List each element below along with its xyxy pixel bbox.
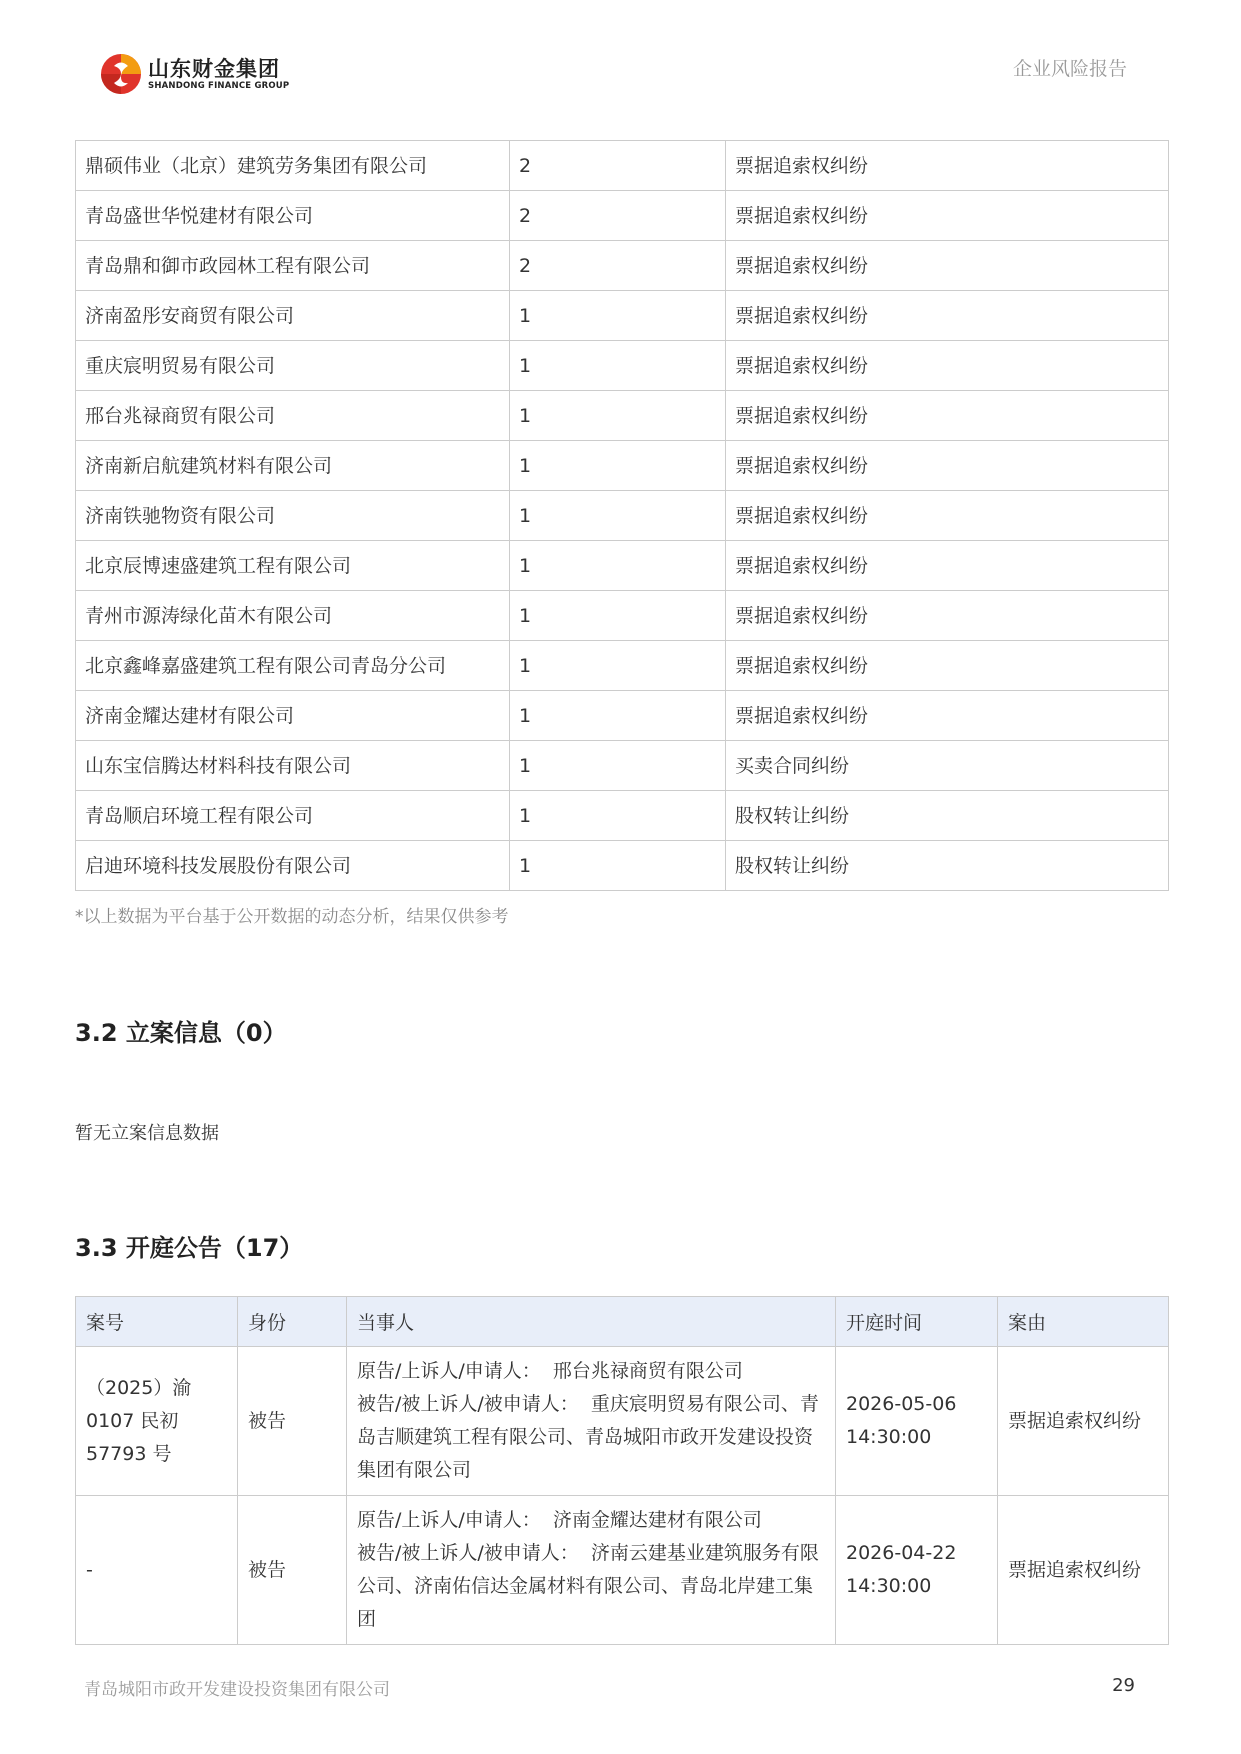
table-row xyxy=(76,691,1169,741)
header-hearing-time: 开庭时间 xyxy=(836,1297,998,1347)
defendant-names: 济南云建基业建筑服务有限公司、济南佑信达金属材料有限公司、青岛北岸建工集团 xyxy=(357,1542,819,1630)
defendant-label: 被告/被上诉人/被申请人： xyxy=(357,1542,579,1564)
cause-cell: 票据追索权纠纷 xyxy=(726,441,1169,491)
defendant-line xyxy=(357,1388,825,1487)
count-cell: 1 xyxy=(510,791,726,841)
hearing-date: 2026-04-22 xyxy=(846,1542,957,1564)
defendant-label: 被告/被上诉人/被申请人： xyxy=(357,1393,579,1415)
hearing-time-cell xyxy=(836,1347,998,1496)
page-header xyxy=(0,0,1241,110)
company-cell: 济南金耀达建材有限公司 xyxy=(76,691,510,741)
header-parties: 当事人 xyxy=(347,1297,836,1347)
cause-cell: 股权转让纠纷 xyxy=(726,791,1169,841)
count-cell: 2 xyxy=(510,191,726,241)
data-disclaimer-note: *以上数据为平台基于公开数据的动态分析，结果仅供参考 xyxy=(75,907,509,927)
company-cell: 济南铁驰物资有限公司 xyxy=(76,491,510,541)
plaintiff-line xyxy=(357,1504,825,1537)
report-title: 企业风险报告 xyxy=(1012,58,1127,80)
company-cell: 青州市源涛绿化苗木有限公司 xyxy=(76,591,510,641)
cause-cell: 票据追索权纠纷 xyxy=(998,1496,1169,1645)
defendant-names: 重庆宸明贸易有限公司、青岛吉顺建筑工程有限公司、青岛城阳市政开发建设投资集团有限公司 xyxy=(357,1393,819,1481)
court-hearing-header-row xyxy=(76,1297,1169,1347)
count-cell: 1 xyxy=(510,641,726,691)
cause-cell: 票据追索权纠纷 xyxy=(726,491,1169,541)
count-cell: 2 xyxy=(510,241,726,291)
cause-cell: 股权转让纠纷 xyxy=(726,841,1169,891)
case-number-cell: - xyxy=(76,1496,238,1645)
cause-cell: 票据追索权纠纷 xyxy=(726,391,1169,441)
table-row xyxy=(76,841,1169,891)
cause-cell: 票据追索权纠纷 xyxy=(726,241,1169,291)
count-cell: 1 xyxy=(510,441,726,491)
count-cell: 1 xyxy=(510,341,726,391)
plaintiff-label: 原告/上诉人/申请人： xyxy=(357,1509,541,1531)
count-cell: 1 xyxy=(510,491,726,541)
logo-english-text: SHANDONG FINANCE GROUP xyxy=(148,80,290,91)
table-row xyxy=(76,1496,1169,1645)
role-cell: 被告 xyxy=(238,1347,347,1496)
company-cell: 济南新启航建筑材料有限公司 xyxy=(76,441,510,491)
count-cell: 1 xyxy=(510,741,726,791)
count-cell: 1 xyxy=(510,841,726,891)
section-title-court-hearing: 3.3 开庭公告（17） xyxy=(75,1234,304,1262)
count-cell: 2 xyxy=(510,141,726,191)
cause-cell: 票据追索权纠纷 xyxy=(726,291,1169,341)
count-cell: 1 xyxy=(510,291,726,341)
plaintiff-name: 济南金耀达建材有限公司 xyxy=(552,1509,762,1531)
table-row xyxy=(76,1347,1169,1496)
count-cell: 1 xyxy=(510,591,726,641)
cause-cell: 票据追索权纠纷 xyxy=(726,691,1169,741)
company-logo xyxy=(100,52,289,96)
company-cell: 山东宝信腾达材料科技有限公司 xyxy=(76,741,510,791)
page-number: 29 xyxy=(1112,1675,1135,1696)
company-cell: 青岛鼎和御市政园林工程有限公司 xyxy=(76,241,510,291)
table-row xyxy=(76,241,1169,291)
company-cell: 北京辰博速盛建筑工程有限公司 xyxy=(76,541,510,591)
company-cell: 邢台兆禄商贸有限公司 xyxy=(76,391,510,441)
parties-cell xyxy=(347,1496,836,1645)
table-row xyxy=(76,141,1169,191)
company-cell: 青岛顺启环境工程有限公司 xyxy=(76,791,510,841)
table-row xyxy=(76,541,1169,591)
table-row xyxy=(76,191,1169,241)
case-number-cell: （2025）渝0107 民初57793 号 xyxy=(76,1347,238,1496)
role-cell: 被告 xyxy=(238,1496,347,1645)
company-cell: 启迪环境科技发展股份有限公司 xyxy=(76,841,510,891)
table-row xyxy=(76,491,1169,541)
plaintiff-label: 原告/上诉人/申请人： xyxy=(357,1360,541,1382)
defendant-line xyxy=(357,1537,825,1636)
header-case-number: 案号 xyxy=(76,1297,238,1347)
cause-cell: 票据追索权纠纷 xyxy=(726,641,1169,691)
company-cell: 重庆宸明贸易有限公司 xyxy=(76,341,510,391)
finance-group-logo-icon xyxy=(100,53,142,95)
cause-cell: 票据追索权纠纷 xyxy=(726,591,1169,641)
plaintiff-line xyxy=(357,1355,825,1388)
table-row xyxy=(76,341,1169,391)
hearing-time-cell xyxy=(836,1496,998,1645)
cause-cell: 买卖合同纠纷 xyxy=(726,741,1169,791)
section-title-case-filing: 3.2 立案信息（0） xyxy=(75,1019,287,1047)
count-cell: 1 xyxy=(510,541,726,591)
hearing-date: 2026-05-06 xyxy=(846,1393,957,1415)
count-cell: 1 xyxy=(510,691,726,741)
table-row xyxy=(76,791,1169,841)
table-row xyxy=(76,291,1169,341)
table-row xyxy=(76,641,1169,691)
table-row xyxy=(76,741,1169,791)
litigation-party-table xyxy=(75,140,1169,891)
cause-cell: 票据追索权纠纷 xyxy=(726,341,1169,391)
table-row xyxy=(76,591,1169,641)
header-role: 身份 xyxy=(238,1297,347,1347)
hearing-clock-time: 14:30:00 xyxy=(846,1575,932,1597)
logo-chinese-text: 山东财金集团 xyxy=(148,56,280,81)
cause-cell: 票据追索权纠纷 xyxy=(726,141,1169,191)
company-cell: 北京鑫峰嘉盛建筑工程有限公司青岛分公司 xyxy=(76,641,510,691)
header-cause: 案由 xyxy=(998,1297,1169,1347)
count-cell: 1 xyxy=(510,391,726,441)
table-row xyxy=(76,391,1169,441)
court-hearing-table xyxy=(75,1296,1169,1645)
litigation-party-table-body xyxy=(76,141,1169,891)
case-filing-empty-text: 暂无立案信息数据 xyxy=(75,1123,219,1144)
footer-company-name: 青岛城阳市政开发建设投资集团有限公司 xyxy=(84,1680,390,1700)
hearing-clock-time: 14:30:00 xyxy=(846,1426,932,1448)
parties-cell xyxy=(347,1347,836,1496)
plaintiff-name: 邢台兆禄商贸有限公司 xyxy=(552,1360,743,1382)
company-cell: 济南盈彤安商贸有限公司 xyxy=(76,291,510,341)
cause-cell: 票据追索权纠纷 xyxy=(726,541,1169,591)
cause-cell: 票据追索权纠纷 xyxy=(726,191,1169,241)
company-cell: 青岛盛世华悦建材有限公司 xyxy=(76,191,510,241)
company-cell: 鼎硕伟业（北京）建筑劳务集团有限公司 xyxy=(76,141,510,191)
table-row xyxy=(76,441,1169,491)
cause-cell: 票据追索权纠纷 xyxy=(998,1347,1169,1496)
